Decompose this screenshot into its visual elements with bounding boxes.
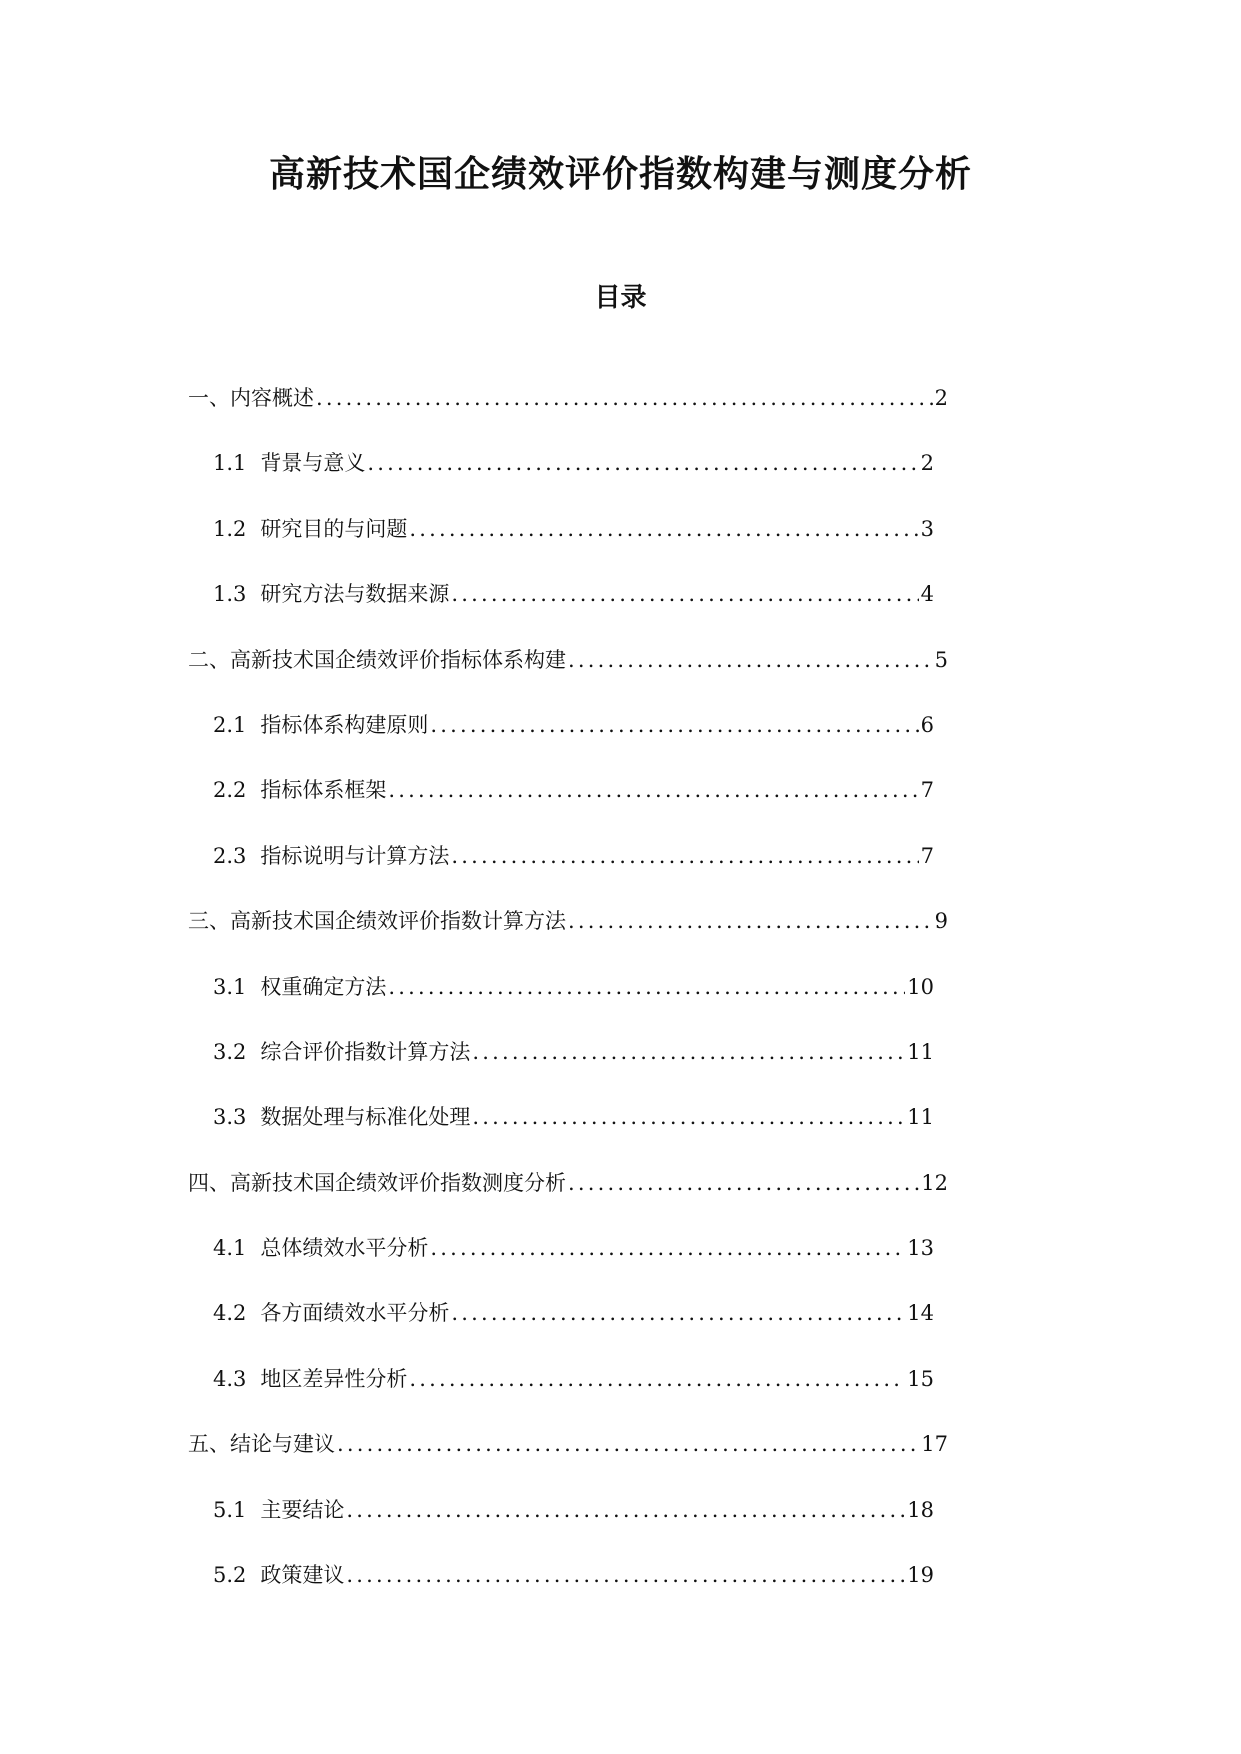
toc-dot-leader xyxy=(430,711,918,739)
toc-entry-number: 1.1 xyxy=(213,451,247,476)
toc-page-number: 15 xyxy=(907,1366,934,1391)
toc-page-number: 9 xyxy=(934,909,948,934)
toc-entry-label: 总体绩效水平分析 xyxy=(260,1236,429,1261)
toc-page-number: 13 xyxy=(907,1236,934,1261)
toc-entry-number: 2.3 xyxy=(213,843,247,868)
toc-dot-leader xyxy=(346,1561,905,1589)
toc-entry-label: 一、内容概述 xyxy=(188,386,314,410)
toc-entry[interactable] xyxy=(188,1365,934,1430)
toc-entry-label: 四、高新技术国企绩效评价指数测度分析 xyxy=(188,1170,566,1195)
toc-entry-label: 权重确定方法 xyxy=(260,974,387,999)
toc-page-number: 11 xyxy=(907,1105,934,1130)
toc-page-number: 19 xyxy=(907,1563,934,1588)
toc-entry-label: 指标体系框架 xyxy=(260,778,387,803)
toc-entry[interactable] xyxy=(188,711,934,776)
toc-entry-label: 研究方法与数据来源 xyxy=(260,582,450,607)
toc-entry-label: 五、结论与建议 xyxy=(188,1432,335,1457)
toc-entry-number: 2.1 xyxy=(213,712,247,737)
toc-entry-label: 三、高新技术国企绩效评价指数计算方法 xyxy=(188,909,566,934)
toc-page-number: 7 xyxy=(920,778,934,803)
toc-entry[interactable] xyxy=(188,1234,934,1299)
toc-dot-leader xyxy=(568,1169,919,1197)
toc-dot-leader xyxy=(316,384,933,412)
toc-page-number: 6 xyxy=(920,712,934,737)
toc-entry-label: 主要结论 xyxy=(260,1497,345,1522)
toc-entry-label: 二、高新技术国企绩效评价指标体系构建 xyxy=(188,647,566,672)
toc-entry[interactable] xyxy=(188,1430,948,1495)
toc-dot-leader xyxy=(451,842,918,870)
toc-entry[interactable] xyxy=(188,384,948,449)
toc-page-number: 12 xyxy=(921,1170,948,1195)
toc-entry-label: 背景与意义 xyxy=(260,451,366,476)
toc-entry[interactable] xyxy=(188,1496,934,1561)
toc-entry[interactable] xyxy=(188,842,934,907)
toc-entry[interactable] xyxy=(188,1103,934,1168)
toc-entry[interactable] xyxy=(188,776,934,841)
toc-entry-number: 2.2 xyxy=(213,778,247,803)
toc-entry-number: 3.2 xyxy=(213,1039,247,1064)
toc-dot-leader xyxy=(409,1365,905,1393)
toc-entry-label: 各方面绩效水平分析 xyxy=(260,1301,450,1326)
toc-dot-leader xyxy=(367,449,918,477)
toc-dot-leader xyxy=(451,580,918,608)
toc-page-number: 3 xyxy=(920,516,934,541)
toc-dot-leader xyxy=(388,776,918,804)
toc-heading: 目录 xyxy=(594,283,647,313)
toc-entry-number: 5.1 xyxy=(213,1497,247,1522)
toc-entry-label: 研究目的与问题 xyxy=(260,516,408,541)
toc-entry-label: 指标说明与计算方法 xyxy=(260,843,450,868)
toc-entry-number: 4.3 xyxy=(213,1366,247,1391)
toc-dot-leader xyxy=(472,1103,905,1131)
toc-dot-leader xyxy=(388,973,905,1001)
toc-page-number: 4 xyxy=(920,582,934,607)
toc-entry[interactable] xyxy=(188,1561,934,1626)
toc-entry-number: 4.2 xyxy=(213,1301,247,1326)
toc-page-number: 2 xyxy=(920,451,934,476)
toc-entry-number: 1.2 xyxy=(213,516,247,541)
toc-entry-number: 4.1 xyxy=(213,1236,247,1261)
toc-entry-number: 3.3 xyxy=(213,1105,247,1130)
toc-page-number: 10 xyxy=(907,974,934,999)
toc-page-number: 18 xyxy=(907,1497,934,1522)
toc-entry[interactable] xyxy=(188,646,948,711)
toc-entry-label: 指标体系构建原则 xyxy=(260,712,429,737)
toc-entry-number: 1.3 xyxy=(213,582,247,607)
toc-dot-leader xyxy=(346,1496,905,1524)
toc-entry[interactable] xyxy=(188,1169,948,1234)
toc-entry[interactable] xyxy=(188,973,934,1038)
document-title: 高新技术国企绩效评价指数构建与测度分析 xyxy=(268,153,972,195)
toc-dot-leader xyxy=(451,1299,905,1327)
toc-entry[interactable] xyxy=(188,580,934,645)
toc-entry[interactable] xyxy=(188,1038,934,1103)
toc-entry[interactable] xyxy=(188,1299,934,1364)
toc-entry[interactable] xyxy=(188,515,934,580)
toc-entry[interactable] xyxy=(188,449,934,514)
toc-dot-leader xyxy=(472,1038,905,1066)
toc-page-number: 5 xyxy=(934,647,948,672)
table-of-contents xyxy=(188,384,948,1626)
toc-entry-number: 3.1 xyxy=(213,974,247,999)
toc-page-number: 17 xyxy=(921,1432,948,1457)
toc-page-number: 11 xyxy=(907,1039,934,1064)
toc-entry-number: 5.2 xyxy=(213,1563,247,1588)
toc-page-number: 2 xyxy=(934,386,948,410)
toc-page-number: 7 xyxy=(920,843,934,868)
toc-dot-leader xyxy=(337,1430,919,1458)
toc-entry-label: 综合评价指数计算方法 xyxy=(260,1039,471,1064)
toc-entry-label: 地区差异性分析 xyxy=(260,1366,408,1391)
toc-page-number: 14 xyxy=(907,1301,934,1326)
toc-entry[interactable] xyxy=(188,907,948,972)
toc-dot-leader xyxy=(430,1234,905,1262)
toc-dot-leader xyxy=(568,646,933,674)
toc-entry-label: 政策建议 xyxy=(260,1563,345,1588)
toc-entry-label: 数据处理与标准化处理 xyxy=(260,1105,471,1130)
toc-dot-leader xyxy=(568,907,933,935)
toc-dot-leader xyxy=(409,515,918,543)
